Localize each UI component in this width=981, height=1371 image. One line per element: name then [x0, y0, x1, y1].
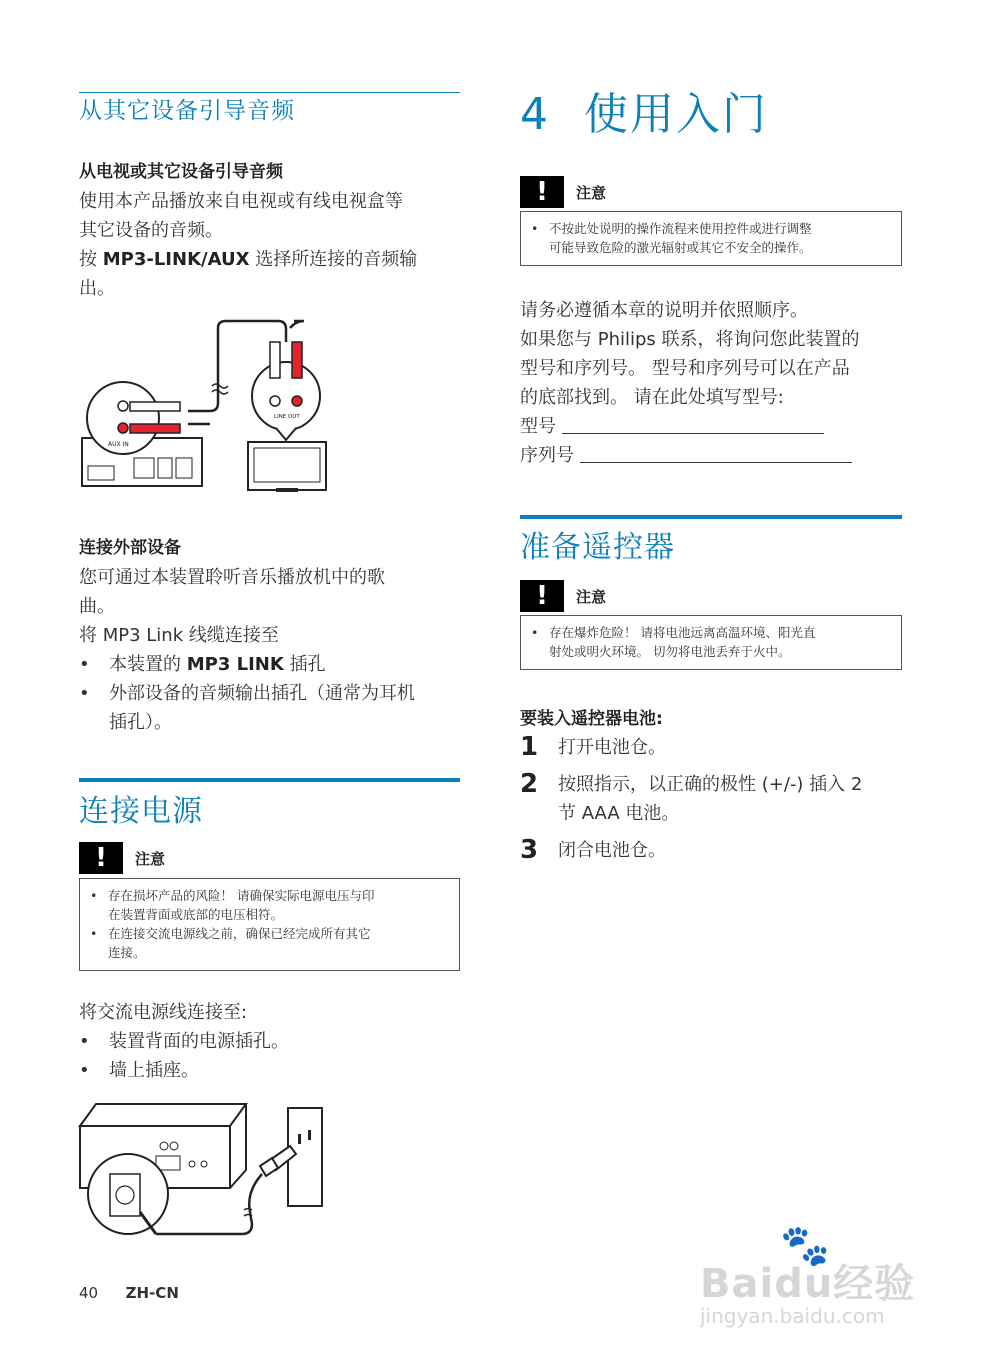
ext-block-line3: 将 MP3 Link 线缆连接至: [79, 625, 279, 646]
note-item: • 不按此处说明的操作流程来使用控件或进行调整 可能导致危险的激光辐射或其它不安全的操作。: [531, 221, 812, 255]
step-item: [520, 836, 910, 865]
ext-block-line1: 您可通过本装置聆听音乐播放机中的歌: [79, 567, 385, 588]
battery-title: 要装入遥控器电池:: [520, 709, 663, 729]
list-item: • 本装置的 MP3 LINK 插孔: [79, 654, 326, 675]
caution-icon: !: [520, 580, 564, 612]
battery-caution-note: [520, 580, 902, 670]
aux-connection-diagram: [78, 316, 338, 494]
subheading-rule: [79, 92, 460, 93]
chapter-number: 4: [520, 89, 550, 140]
intro-paragraph: [520, 296, 920, 470]
serial-number-row: 序列号: [520, 441, 920, 470]
model-number-field[interactable]: [562, 415, 824, 434]
remote-heading: 准备遥控器: [520, 530, 675, 565]
tv-block: [79, 158, 469, 303]
step-number: 3: [520, 835, 539, 865]
note-item: • 存在损坏产品的风险！ 请确保实际电源电压与印 在装置背面或底部的电压相符。: [90, 888, 375, 922]
serial-number-field[interactable]: [580, 444, 852, 463]
power-section-rule: [79, 778, 460, 782]
tv-block-line1: 使用本产品播放来自电视或有线电视盒等: [79, 191, 403, 212]
remote-section-rule: [520, 515, 902, 519]
line-out-label: LINE OUT: [274, 414, 300, 420]
power-connection-diagram: [76, 1100, 338, 1242]
tv-set: [248, 442, 326, 490]
tv-block-line4: 出。: [79, 278, 115, 299]
tv-block-line3: 按 MP3-LINK/AUX 选择所连接的音频输: [79, 249, 418, 270]
white-plug: [130, 402, 180, 411]
note-title: 注意: [576, 587, 607, 606]
language-code: ZH-CN: [125, 1284, 179, 1302]
power-inlet: [110, 1174, 140, 1216]
note-item: • 在连接交流电源线之前，确保已经完成所有其它 连接。: [90, 926, 371, 960]
step-text: 按照指示，以正确的极性 (+/-) 插入 2 节 AAA 电池。: [558, 774, 863, 824]
list-item: • 装置背面的电源插孔。: [79, 1031, 289, 1052]
tv-block-line2: 其它设备的音频。: [79, 220, 223, 241]
paw-icon: 🐾: [780, 1223, 830, 1269]
tv-white-plug: [270, 342, 280, 378]
step-item: [520, 733, 910, 762]
model-number-row: 型号: [520, 412, 920, 441]
power-heading: 连接电源: [79, 794, 203, 829]
note-title: 注意: [576, 183, 607, 202]
step-number: 2: [520, 769, 539, 799]
intro-line: 的底部找到。 请在此处填写型号:: [520, 387, 784, 408]
power-caution-note: [79, 842, 460, 971]
watermark-url: jingyan.baidu.com: [700, 1304, 885, 1328]
tv-red-plug: [292, 342, 302, 378]
aux-in-label: AUX IN: [108, 441, 129, 448]
step-item: [520, 770, 910, 828]
baidu-watermark: [696, 1222, 926, 1332]
step-text: 闭合电池仓。: [558, 840, 666, 861]
caution-icon: !: [79, 842, 123, 874]
page-footer: [79, 1284, 179, 1302]
step-number: 1: [520, 732, 539, 762]
list-item: • 外部设备的音频输出插孔（通常为耳机 插孔）。: [79, 683, 415, 733]
note-item: • 存在爆炸危险！ 请将电池远离高温环境、阳光直 射处或明火环境。 切勿将电池丢弃于火中。: [531, 625, 816, 659]
ext-block-line2: 曲。: [79, 596, 115, 617]
intro-line: 请务必遵循本章的说明并依照顺序。: [520, 300, 808, 321]
power-intro: 将交流电源线连接至:: [79, 1002, 248, 1023]
caution-icon: !: [520, 176, 564, 208]
laser-caution-note: [520, 176, 902, 266]
mp3-link-key: MP3 LINK: [186, 654, 284, 675]
watermark-text: Baidu经验: [700, 1261, 916, 1307]
subheading-aux: 从其它设备引导音频: [79, 98, 295, 124]
aux-in-jack-red: [118, 423, 128, 433]
mp3-link-aux-key: MP3-LINK/AUX: [102, 249, 250, 270]
intro-line: 如果您与 Philips 联系，将询问您此装置的: [520, 329, 860, 350]
note-title: 注意: [135, 849, 166, 868]
page-number: 40: [79, 1284, 99, 1302]
chapter-heading: [520, 78, 768, 142]
chapter-title: 使用入门: [584, 89, 768, 140]
aux-in-jack-white: [118, 401, 128, 411]
list-item: • 墙上插座。: [79, 1060, 199, 1081]
power-instructions: [79, 998, 469, 1085]
tv-block-title: 从电视或其它设备引导音频: [79, 162, 283, 182]
step-text: 打开电池仓。: [558, 737, 666, 758]
cable-break-mark: [212, 384, 228, 394]
ext-block-title: 连接外部设备: [79, 538, 181, 558]
red-plug: [130, 424, 180, 433]
external-device-block: [79, 534, 469, 737]
intro-line: 型号和序列号。 型号和序列号可以在产品: [520, 358, 850, 379]
